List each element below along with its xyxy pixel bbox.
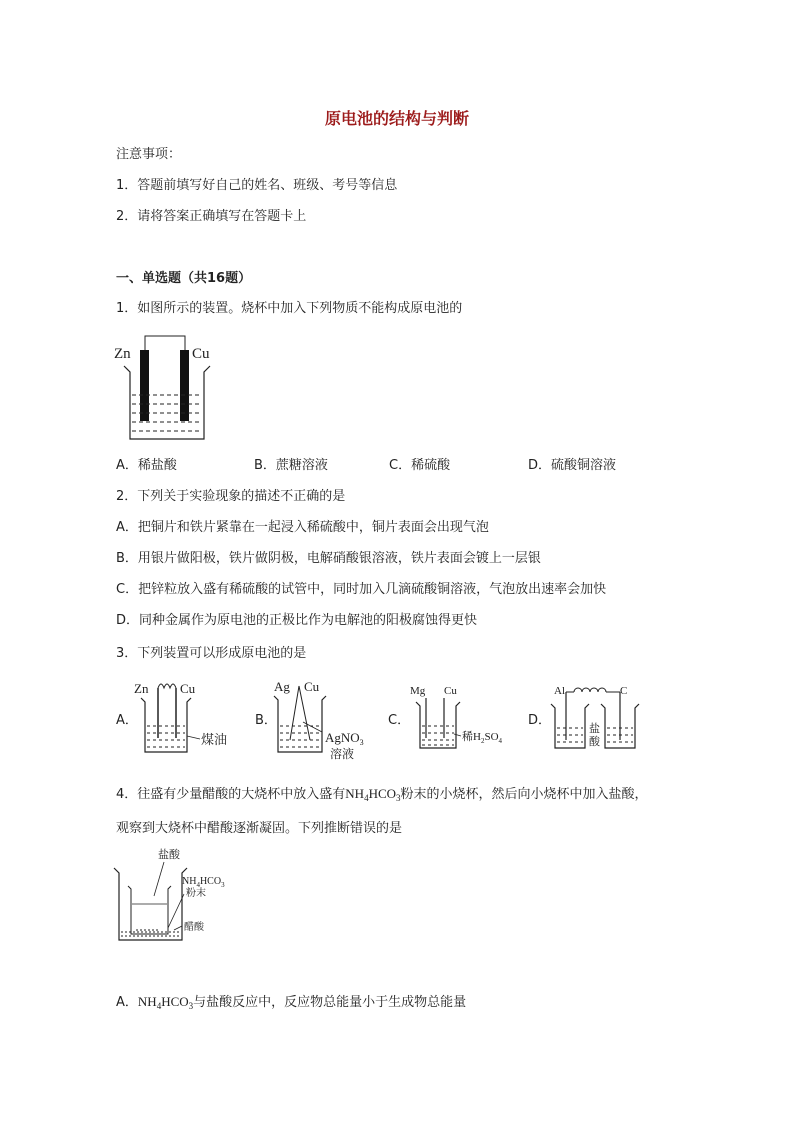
small-beaker (128, 886, 171, 934)
zn-electrode (140, 350, 149, 421)
question-4-stem-line2: 观察到大烧杯中醋酸逐渐凝固。下列推断错误的是 (116, 821, 403, 836)
question-4-stem: 4．往盛有少量醋酸的大烧杯中放入盛有$NH_4HCO_3$粉末的小烧杯，然后向小烧杯中加入盐酸， (116, 786, 648, 803)
svg-text:Ag: Ag (274, 679, 290, 694)
q1-option-b: B．蔗糖溶液 (254, 458, 328, 473)
page-title: 原电池的结构与判断 (324, 109, 469, 128)
svg-text:煤油: 煤油 (201, 732, 228, 747)
question-1-stem: 1．如图所示的装置。烧杯中加入下列物质不能构成原电池的 (116, 301, 463, 316)
q2-option-b: B．用银片做阳极，铁片做阴极，电解硝酸银溶液，铁片表面会镀上一层银 (116, 551, 541, 566)
svg-text:溶液: 溶液 (330, 747, 355, 761)
svg-text:Mg: Mg (410, 685, 426, 697)
q1-figure (112, 332, 222, 444)
svg-text:稀H2SO4: 稀$H_2SO_4$ (462, 731, 503, 745)
q3-figure-b (270, 676, 380, 766)
question-2-stem: 2．下列关于实验现象的描述不正确的是 (116, 489, 346, 504)
notice-heading: 注意事项： (116, 147, 182, 162)
q3-option-b-label: B． (255, 713, 277, 728)
q2-option-d: D．同种金属作为原电池的正极比作为电解池的阳极腐蚀得更快 (116, 613, 478, 628)
q4-figure (112, 846, 242, 946)
beaker (124, 366, 210, 439)
q4-option-a: A．$NH_4HCO_3$与盐酸反应中，反应物总能量小于生成物总能量 (116, 994, 467, 1011)
wire (145, 336, 185, 352)
svg-text:Al: Al (554, 685, 565, 697)
svg-text:盐: 盐 (589, 723, 600, 735)
svg-text:盐酸: 盐酸 (158, 849, 180, 861)
svg-text:粉末: 粉末 (186, 888, 206, 899)
cu-label: Cu (192, 346, 210, 362)
svg-text:Cu: Cu (444, 685, 457, 697)
svg-text:C: C (620, 685, 628, 697)
q3-option-d-label: D． (528, 713, 552, 728)
q1-option-c: C．稀硫酸 (389, 458, 451, 473)
notice-item: 2．请将答案正确填写在答题卡上 (116, 209, 307, 224)
section-heading: 一、单选题（共16题） (116, 271, 252, 286)
q1-option-a: A．稀盐酸 (116, 458, 177, 473)
svg-text:AgNO3: AgNO$_3$ (325, 730, 364, 747)
q3-figure-c (406, 682, 516, 754)
notice-item: 1．答题前填写好自己的姓名、班级、考号等信息 (116, 178, 398, 193)
q1-option-d: D．硫酸铜溶液 (528, 458, 617, 473)
question-3-stem: 3．下列装置可以形成原电池的是 (116, 646, 307, 661)
q3-option-c-label: C． (388, 713, 411, 728)
svg-text:酸: 酸 (589, 736, 600, 748)
cu-electrode (180, 350, 189, 421)
q2-option-a: A．把铜片和铁片紧靠在一起浸入稀硫酸中，铜片表面会出现气泡 (116, 520, 489, 535)
q3-option-a-label: A． (116, 713, 138, 728)
q3-figure-a (132, 676, 244, 760)
svg-text:Cu: Cu (304, 679, 320, 694)
zn-label: Zn (114, 346, 131, 362)
svg-text:Cu: Cu (180, 681, 196, 696)
svg-text:醋酸: 醋酸 (184, 922, 204, 933)
q2-option-c: C．把锌粒放入盛有稀硫酸的试管中，同时加入几滴硫酸铜溶液，气泡放出速率会加快 (116, 582, 607, 597)
q3-figure-d (548, 682, 648, 754)
svg-text:Zn: Zn (134, 681, 149, 696)
svg-text:NH4HCO3: $NH_4HCO_3$ (182, 876, 225, 889)
